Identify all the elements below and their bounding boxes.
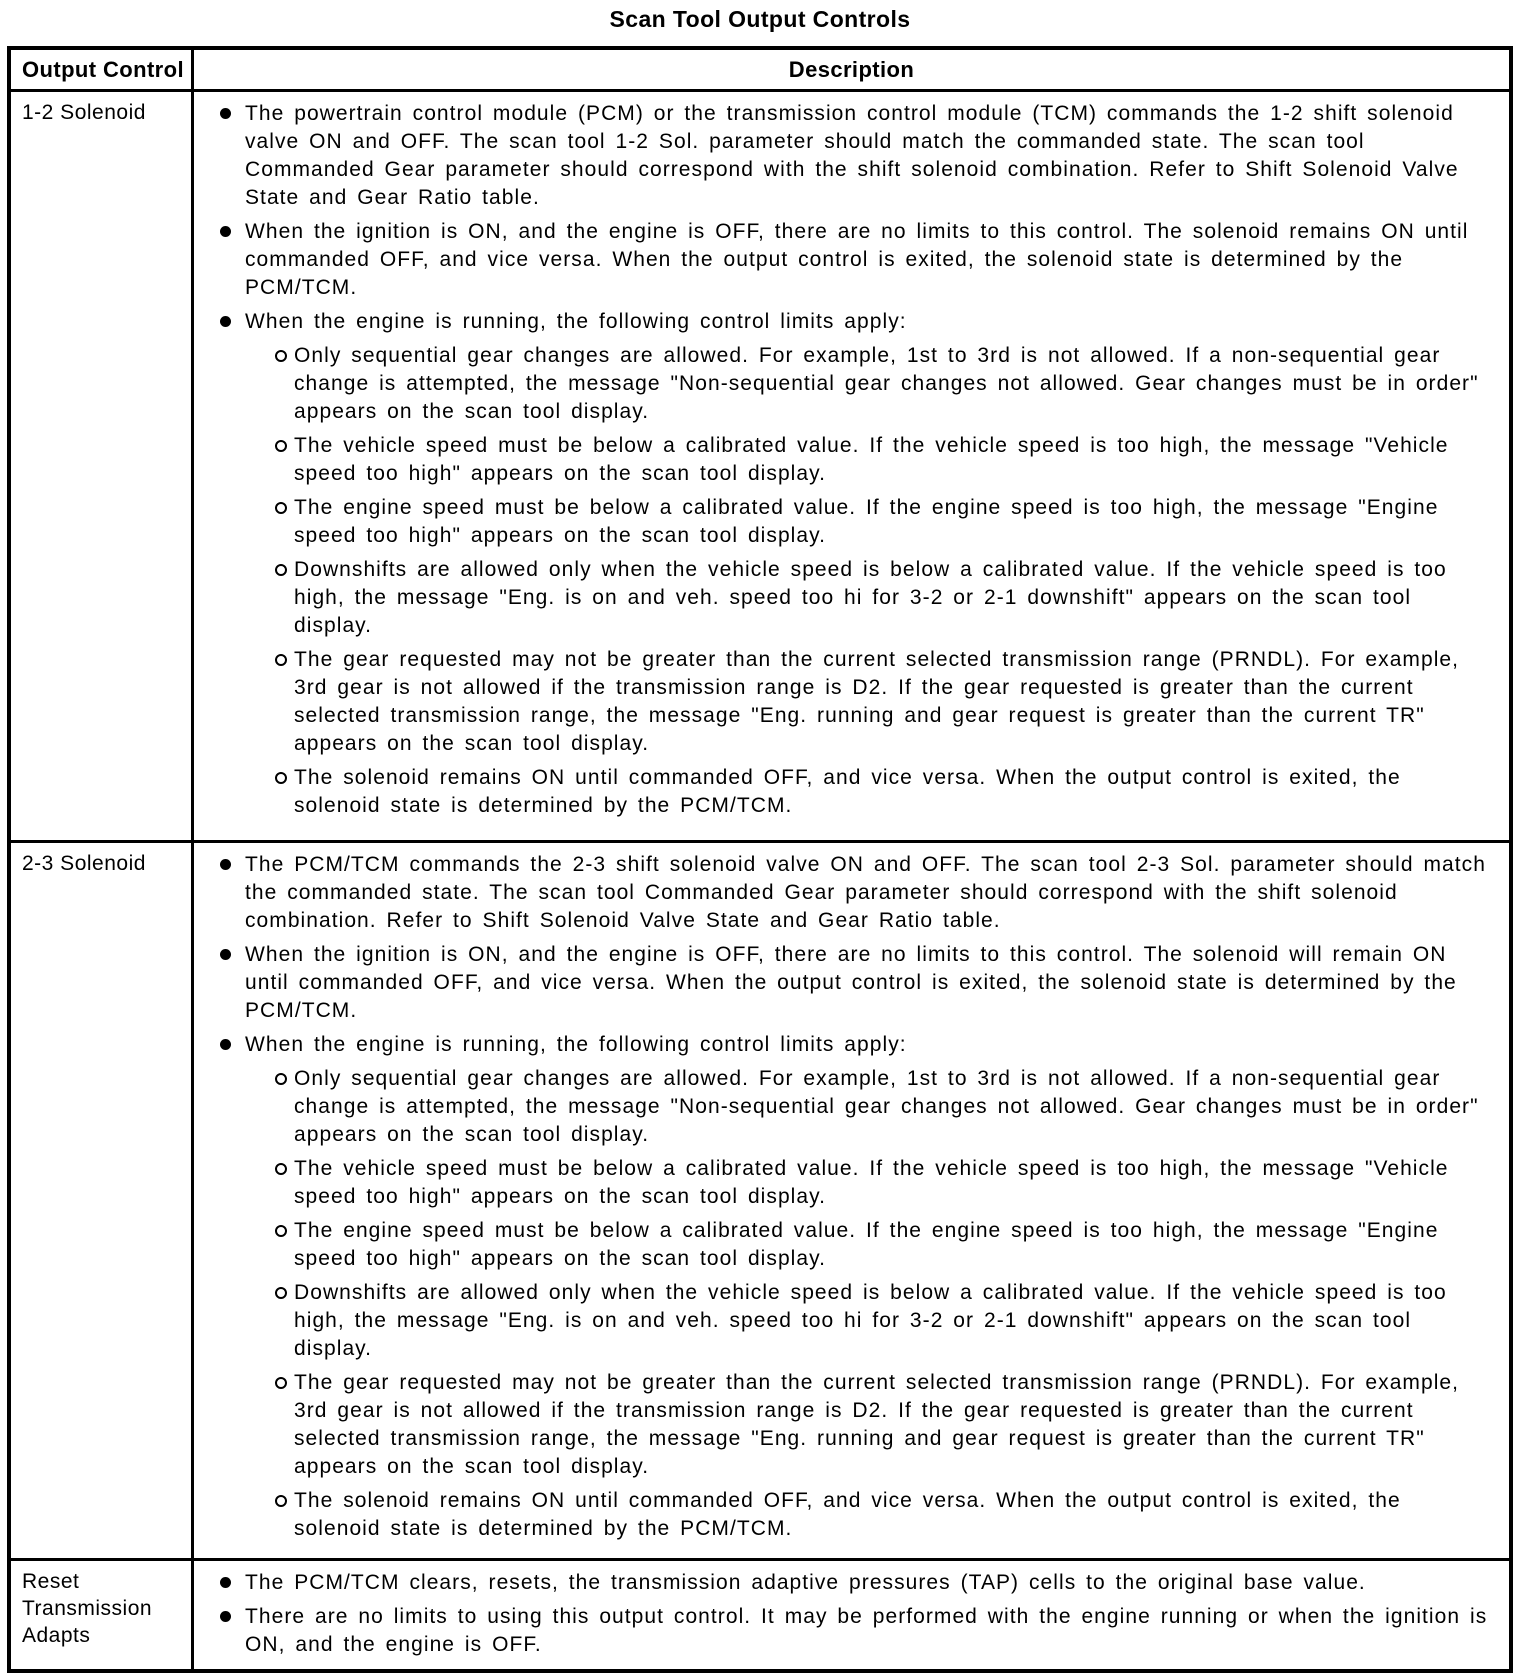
filled-circle-bullet-icon xyxy=(220,316,231,327)
bullet-item-text: Only sequential gear changes are allowed. For example, 1st to 3rd is not allowed. If a non-sequential gear change is attempted, the message "Non-sequential gear changes not allowed. Gear changes must be in order" appears on the scan tool display. xyxy=(294,1067,1479,1146)
bullet-item xyxy=(220,308,1497,336)
header-description: Description xyxy=(788,57,915,82)
bullet-item xyxy=(275,1369,1497,1481)
bullet-item-text: Only sequential gear changes are allowed. For example, 1st to 3rd is not allowed. If a non-sequential gear change is attempted, the message "Non-sequential gear changes not allowed. Gear changes must be in order" appears on the scan tool display. xyxy=(294,344,1479,423)
bullet-column xyxy=(275,1487,294,1507)
bullet-column xyxy=(275,1279,294,1299)
bullet-item xyxy=(275,1487,1497,1543)
bullet-column xyxy=(220,218,245,237)
bullet-column xyxy=(220,1569,245,1588)
bullet-item-text: Downshifts are allowed only when the vehicle speed is below a calibrated value. If the vehicle speed is too high, the message "Eng. is on and veh. speed too hi for 3-2 or 2-1 downshift" appears on the scan tool display. xyxy=(294,1281,1447,1360)
bullet-item xyxy=(220,1569,1497,1597)
bullet-column xyxy=(275,1217,294,1237)
hollow-circle-bullet-icon xyxy=(275,1163,287,1175)
bullet-item xyxy=(275,1217,1497,1273)
bullet-item xyxy=(220,218,1497,302)
bullet-item-text: The powertrain control module (PCM) or the transmission control module (TCM) commands the 1-2 shift solenoid valve ON and OFF. The scan tool 1-2 Sol. parameter should match the commanded state. The scan tool Commanded Gear parameter should correspond with the shift solenoid combination. Refer to Shift Solenoid Valve State and Gear Ratio table. xyxy=(245,102,1459,209)
hollow-circle-bullet-icon xyxy=(275,654,287,666)
bullet-item-text: The engine speed must be below a calibrated value. If the engine speed is too high, the message "Engine speed too high" appears on the scan tool display. xyxy=(294,1219,1439,1270)
hollow-circle-bullet-icon xyxy=(275,1495,287,1507)
hollow-circle-bullet-icon xyxy=(275,564,287,576)
bullet-item-text: The PCM/TCM commands the 2-3 shift solenoid valve ON and OFF. The scan tool 2-3 Sol. parameter should match the commanded state. The scan tool Commanded Gear parameter should correspond with the shift solenoid combination. Refer to Shift Solenoid Valve State and Gear Ratio table. xyxy=(245,853,1486,932)
hollow-circle-bullet-icon xyxy=(275,1287,287,1299)
output-control-cell xyxy=(11,843,194,1558)
filled-circle-bullet-icon xyxy=(220,1039,231,1050)
bullet-item-text: The solenoid remains ON until commanded OFF, and vice versa. When the output control is exited, the solenoid state is determined by the PCM/TCM. xyxy=(294,1489,1401,1540)
table-body xyxy=(11,92,1509,1669)
filled-circle-bullet-icon xyxy=(220,108,231,119)
bullet-item-text: The gear requested may not be greater than the current selected transmission range (PRNDL). For example, 3rd gear is not allowed if the transmission range is D2. If the gear requested is greater than the current selected transmission range, the message "Eng. running and gear request is greater than the current TR" appears on the scan tool display. xyxy=(294,648,1460,755)
bullet-item-text: Downshifts are allowed only when the vehicle speed is below a calibrated value. If the vehicle speed is too high, the message "Eng. is on and veh. speed too hi for 3-2 or 2-1 downshift" appears on the scan tool display. xyxy=(294,558,1447,637)
page-title: Scan Tool Output Controls xyxy=(609,6,911,32)
bullet-item xyxy=(220,100,1497,212)
bullet-item-text: The vehicle speed must be below a calibrated value. If the vehicle speed is too high, the message "Vehicle speed too high" appears on the scan tool display. xyxy=(294,434,1449,485)
table-header-row xyxy=(11,50,1509,92)
bullet-item-text: The vehicle speed must be below a calibrated value. If the vehicle speed is too high, the message "Vehicle speed too high" appears on the scan tool display. xyxy=(294,1157,1449,1208)
bullet-item-text: When the engine is running, the following control limits apply: xyxy=(245,310,907,333)
bullet-item-text: When the ignition is ON, and the engine is OFF, there are no limits to this control. The solenoid will remain ON until commanded OFF, and vice versa. When the output control is exited, the solenoid state is determined by the PCM/TCM. xyxy=(245,943,1457,1022)
hollow-circle-bullet-icon xyxy=(275,1377,287,1389)
bullet-column xyxy=(275,556,294,576)
bullet-item-text: The engine speed must be below a calibrated value. If the engine speed is too high, the message "Engine speed too high" appears on the scan tool display. xyxy=(294,496,1439,547)
bullet-column xyxy=(220,100,245,119)
bullet-item xyxy=(220,851,1497,935)
bullet-item xyxy=(275,494,1497,550)
bullet-column xyxy=(275,1369,294,1389)
bullet-column xyxy=(275,342,294,362)
description-cell xyxy=(194,843,1509,1558)
table-row xyxy=(11,840,1509,1558)
output-control-label: 2-3 Solenoid xyxy=(22,852,146,875)
hollow-circle-bullet-icon xyxy=(275,1225,287,1237)
bullet-column xyxy=(220,1603,245,1622)
output-control-label: 1-2 Solenoid xyxy=(22,101,146,124)
header-output-control: Output Control xyxy=(11,50,194,89)
filled-circle-bullet-icon xyxy=(220,859,231,870)
bullet-item-text: The gear requested may not be greater than the current selected transmission range (PRNDL). For example, 3rd gear is not allowed if the transmission range is D2. If the gear requested is greater than the current selected transmission range, the message "Eng. running and gear request is greater than the current TR" appears on the scan tool display. xyxy=(294,1371,1460,1478)
output-control-cell xyxy=(11,1561,194,1669)
bullet-item xyxy=(275,1279,1497,1363)
hollow-circle-bullet-icon xyxy=(275,350,287,362)
bullet-item xyxy=(275,342,1497,426)
bullet-item-text: When the engine is running, the following control limits apply: xyxy=(245,1033,907,1056)
bullet-item-text: When the ignition is ON, and the engine is OFF, there are no limits to this control. The solenoid remains ON until commanded OFF, and vice versa. When the output control is exited, the solenoid state is determined by the PCM/TCM. xyxy=(245,220,1469,299)
bullet-column xyxy=(275,646,294,666)
filled-circle-bullet-icon xyxy=(220,1611,231,1622)
bullet-column xyxy=(220,1031,245,1050)
bullet-item-text: The solenoid remains ON until commanded OFF, and vice versa. When the output control is exited, the solenoid state is determined by the PCM/TCM. xyxy=(294,766,1401,817)
hollow-circle-bullet-icon xyxy=(275,772,287,784)
table-row xyxy=(11,1558,1509,1669)
bullet-item xyxy=(275,764,1497,820)
bullet-item-text: There are no limits to using this output control. It may be performed with the engine running or when the ignition is ON, and the engine is OFF. xyxy=(245,1605,1488,1656)
bullet-item xyxy=(275,556,1497,640)
bullet-item xyxy=(220,941,1497,1025)
bullet-column xyxy=(220,308,245,327)
bullet-item xyxy=(275,646,1497,758)
filled-circle-bullet-icon xyxy=(220,226,231,237)
bullet-item xyxy=(220,1031,1497,1059)
bullet-column xyxy=(275,1065,294,1085)
bullet-item xyxy=(275,432,1497,488)
hollow-circle-bullet-icon xyxy=(275,502,287,514)
table-row xyxy=(11,92,1509,840)
output-control-label: Reset Transmission Adapts xyxy=(22,1570,153,1647)
bullet-column xyxy=(275,432,294,452)
filled-circle-bullet-icon xyxy=(220,1577,231,1588)
bullet-column xyxy=(220,941,245,960)
scan-tool-output-controls-table xyxy=(7,46,1513,1673)
description-cell xyxy=(194,1561,1509,1669)
bullet-column xyxy=(275,764,294,784)
output-control-cell xyxy=(11,92,194,840)
bullet-item xyxy=(275,1155,1497,1211)
bullet-column xyxy=(275,1155,294,1175)
filled-circle-bullet-icon xyxy=(220,949,231,960)
bullet-item-text: The PCM/TCM clears, resets, the transmission adaptive pressures (TAP) cells to the original base value. xyxy=(245,1571,1366,1594)
bullet-column xyxy=(275,494,294,514)
bullet-item xyxy=(275,1065,1497,1149)
bullet-item xyxy=(220,1603,1497,1659)
description-cell xyxy=(194,92,1509,840)
hollow-circle-bullet-icon xyxy=(275,440,287,452)
hollow-circle-bullet-icon xyxy=(275,1073,287,1085)
bullet-column xyxy=(220,851,245,870)
